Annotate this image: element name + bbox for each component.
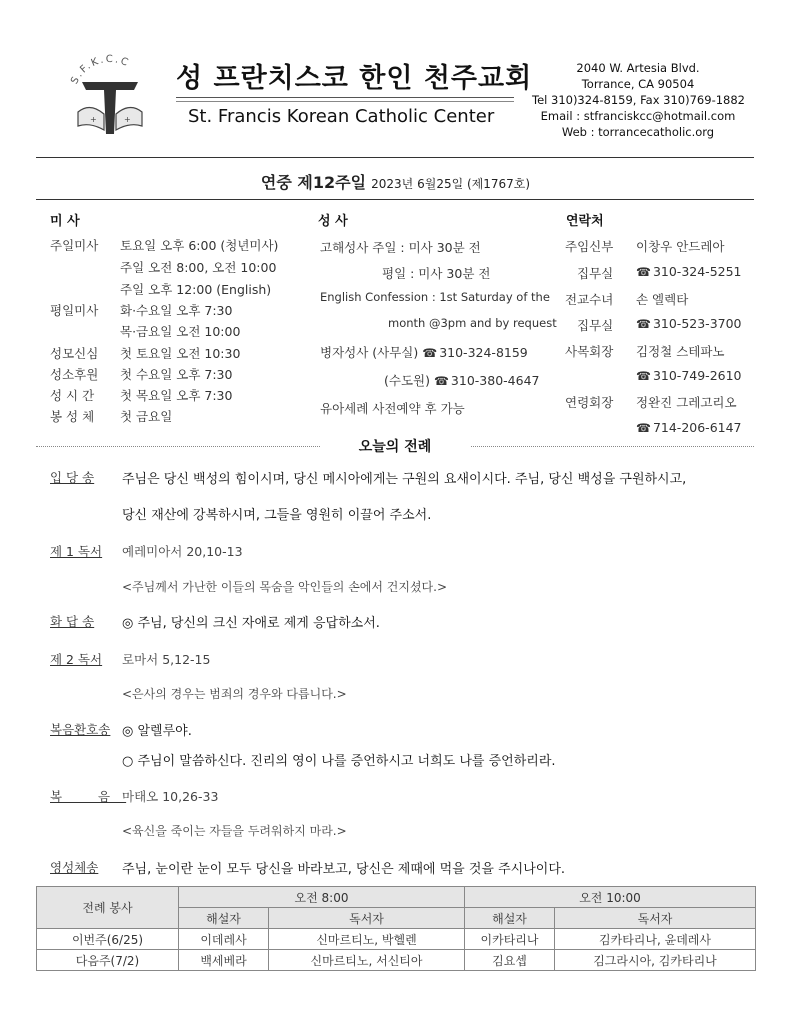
roster-lectors: 김카타리나, 윤데레사 (555, 929, 756, 950)
english-confession-line2: month @3pm and by request (388, 316, 557, 330)
roster-lectors: 김그라시아, 김카타리나 (555, 950, 756, 971)
mass-row-label: 성 시 간 (50, 388, 95, 403)
roster-corner: 전례 봉사 (37, 887, 179, 929)
mass-row-value: 첫 목요일 오후 7:30 (120, 388, 233, 403)
roster-lector-header: 독서자 (269, 908, 465, 929)
title-underline (176, 97, 514, 98)
address-web[interactable]: Web : torrancecatholic.org (561, 125, 715, 139)
gospel-summary: <육신을 죽이는 자들을 두려워하지 마라.> (122, 824, 347, 838)
alleluia-verse: ○ 주님이 말씀하신다. 진리의 영이 나를 증언하시고 너희도 나를 증언하리라. (122, 754, 556, 769)
mass-heading: 미 사 (50, 214, 80, 229)
sister-name: 손 엘렉타 (636, 292, 689, 307)
church-logo-icon (60, 42, 160, 146)
church-title-korean: 성 프란치스코 한인 천주교회 (176, 63, 533, 94)
roster-lector-header: 독서자 (555, 908, 756, 929)
reading1-label: 제 1 독서 (50, 544, 103, 559)
roster-commentator: 김요셉 (465, 950, 555, 971)
roster-lectors: 신마르티노, 박헬렌 (269, 929, 465, 950)
reading2-summary: <은사의 경우는 범죄의 경우와 다릅니다.> (122, 687, 347, 701)
joint-label: 연령회장 (565, 395, 614, 410)
mass-row-value: 화·수요일 오후 7:30 (120, 303, 233, 318)
sick-office (320, 343, 528, 361)
pastor-label: 주임신부 (565, 239, 614, 254)
communion-text: 주님, 눈이란 눈이 모두 당신을 바라보고, 당신은 제때에 먹을 것을 주시나이다. (122, 862, 566, 877)
mass-row-label: 봉 성 체 (50, 409, 95, 424)
psalm-text: ◎ 주님, 당신의 크신 자애로 제게 응답하소서. (122, 616, 380, 631)
office2-phone[interactable]: ☎ 310-523-3700 (636, 316, 742, 331)
church-title-english: St. Francis Korean Catholic Center (188, 106, 495, 127)
office2-label: 집무실 (577, 318, 614, 333)
roster-mass1-header: 오전 8:00 (179, 887, 465, 908)
address-phone: Tel 310)324-8159, Fax 310)769-1882 (532, 93, 745, 107)
svg-text:+: + (90, 115, 97, 124)
confession-sunday: 고해성사 주일 : 미사 30분 전 (320, 240, 481, 255)
office1-phone[interactable]: ☎ 310-324-5251 (636, 264, 742, 279)
liturgy-heading: 오늘의 전례 (320, 436, 470, 456)
roster-lectors: 신마르티노, 서신티아 (269, 950, 465, 971)
issue-date: 2023년 6월25일 (제1767호) (371, 177, 531, 191)
sick-convent-phone[interactable]: ☎ 310-380-4647 (434, 373, 540, 388)
table-row (37, 950, 756, 971)
gospel-label: 복 음 (50, 789, 127, 804)
address-email[interactable]: Email : stfranciskcc@hotmail.com (540, 109, 736, 123)
church-address (532, 60, 744, 140)
mass-row-value: 첫 수요일 오후 7:30 (120, 367, 233, 382)
page-header (60, 42, 750, 152)
mass-row-value: 주일 오전 8:00, 오전 10:00 (120, 260, 277, 275)
alleluia-text: ◎ 알렐루야. (122, 724, 192, 739)
mass-row-label: 주일미사 (50, 238, 99, 253)
logo-arc-text: S.F.K.C.C (69, 53, 132, 87)
reading1-reference: 예레미아서 20,10-13 (122, 544, 243, 559)
roster-commentator-header: 해설자 (179, 908, 269, 929)
roster-week: 이번주(6/25) (37, 929, 179, 950)
sick-office-phone[interactable]: ☎ 310-324-8159 (422, 345, 528, 360)
joint-phone[interactable]: ☎ 714-206-6147 (636, 420, 742, 435)
office1-label: 집무실 (577, 266, 614, 281)
entrance-text-line1: 주님은 당신 백성의 힘이시며, 당신 메시아에게는 구원의 요새이시다. 주님, 당신 백성을 구원하시고, (122, 472, 687, 487)
english-confession-line1: English Confession : 1st Saturday of the (320, 290, 550, 304)
council-label: 사목회장 (565, 344, 614, 359)
sister-label: 전교수녀 (565, 292, 614, 307)
title-underline-thin (176, 101, 514, 102)
roster-commentator: 이카타리나 (465, 929, 555, 950)
psalm-label: 화 답 송 (50, 614, 95, 629)
table-row (37, 929, 756, 950)
mass-row-value: 첫 금요일 (120, 409, 173, 424)
reading1-summary: <주님께서 가난한 이들의 목숨을 악인들의 손에서 건지셨다.> (122, 580, 448, 594)
confession-weekday: 평일 : 미사 30분 전 (382, 266, 491, 281)
sacraments-heading: 성 사 (318, 214, 348, 229)
infant-baptism-note: 유아세례 사전예약 후 가능 (320, 401, 465, 416)
council-name: 김정철 스테파노 (636, 344, 725, 359)
entrance-label: 입 당 송 (50, 470, 95, 485)
communion-label: 영성체송 (50, 860, 99, 875)
pastor-name: 이창우 안드레아 (636, 239, 725, 254)
council-phone[interactable]: ☎ 310-749-2610 (636, 368, 742, 383)
sick-office-label: 병자성사 (사무실) (320, 345, 419, 360)
issue-title: 연중 제12주일 (260, 173, 367, 192)
roster-commentator: 백세베라 (179, 950, 269, 971)
mass-row-label: 성모신심 (50, 346, 99, 361)
address-street: 2040 W. Artesia Blvd. (576, 61, 700, 75)
roster-commentator: 이데레사 (179, 929, 269, 950)
header-divider (36, 157, 754, 158)
mass-row-label: 성소후원 (50, 367, 99, 382)
mass-row-value: 목·금요일 오전 10:00 (120, 324, 241, 339)
address-city: Torrance, CA 90504 (581, 77, 695, 91)
svg-text:+: + (124, 115, 131, 124)
roster-mass2-header: 오전 10:00 (465, 887, 756, 908)
liturgy-service-roster (36, 886, 756, 971)
sick-convent (384, 371, 539, 389)
roster-week: 다음주(7/2) (37, 950, 179, 971)
gospel-reference: 마태오 10,26-33 (122, 789, 219, 804)
reading2-label: 제 2 독서 (50, 652, 103, 667)
mass-row-label: 평일미사 (50, 303, 99, 318)
reading2-reference: 로마서 5,12-15 (122, 652, 211, 667)
mass-row-value: 주일 오후 12:00 (English) (120, 282, 272, 297)
svg-text:S.F.K.C.C (69, 54, 131, 86)
entrance-text-line2: 당신 재산에 강복하시며, 그들을 영원히 이끌어 주소서. (122, 508, 432, 523)
mass-row-value: 토요일 오후 6:00 (청년미사) (120, 238, 279, 253)
contacts-heading: 연락처 (566, 214, 604, 229)
alleluia-label: 복음환호송 (50, 722, 111, 737)
mass-row-value: 첫 토요일 오전 10:30 (120, 346, 241, 361)
sick-convent-label: (수도원) (384, 373, 430, 388)
issue-divider (36, 199, 754, 200)
joint-name: 정완진 그레고리오 (636, 395, 737, 410)
issue-line (0, 170, 791, 193)
roster-commentator-header: 해설자 (465, 908, 555, 929)
